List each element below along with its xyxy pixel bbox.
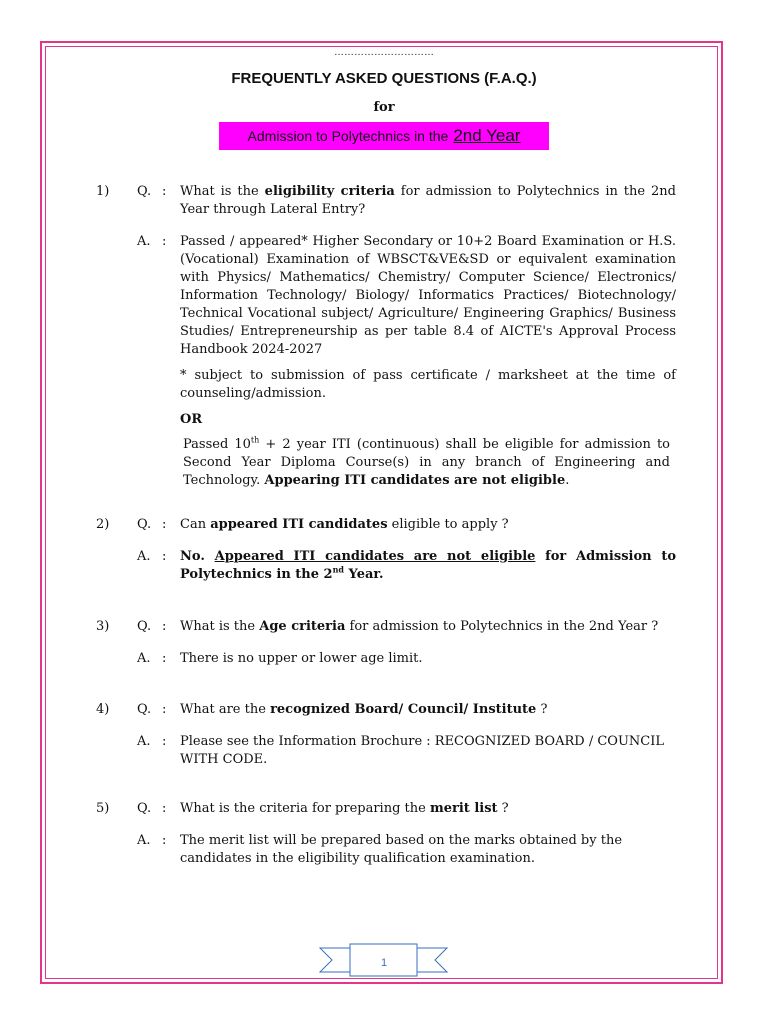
page-number: 1 (380, 957, 388, 969)
question-number: 1) (96, 184, 110, 199)
answer-label: A. (137, 549, 151, 564)
colon: : (162, 702, 167, 717)
answer-text: There is no upper or lower age limit. (180, 651, 423, 666)
colon: : (162, 801, 167, 816)
answer-text: Passed / appeared* Higher Secondary or 10+2 Board Examination or H.S. (Vocational) Examination of WBSCT&VE&SD or equivalent examination with Physics/ Mathematics/ Chemistry/ Computer Science/ Electronics/ Information Technology/ Biology/ Informatics Practices/ Biotechnology/ Technical Vocational subject/ Agriculture/ Engineering Graphics/ Business Studies/ Entrepreneurship as per table 8.4 of AICTE's Approval Process Handbook 2024-2027 (180, 234, 676, 357)
question-number: 4) (96, 702, 110, 717)
colon: : (162, 517, 167, 532)
note-text: * subject to submission of pass certificate / marksheet at the time of counseling/admission. (180, 368, 676, 401)
subtitle-year: 2nd Year (453, 126, 521, 145)
colon: : (162, 234, 167, 249)
colon: : (162, 184, 167, 199)
answer-label: A. (137, 734, 151, 749)
header-dots: ………………………… (334, 47, 434, 58)
colon: : (162, 619, 167, 634)
colon: : (162, 734, 167, 749)
or-text: OR (180, 412, 203, 427)
answer-label: A. (137, 833, 151, 848)
question-label: Q. (137, 517, 152, 532)
question-text: What are the recognized Board/ Council/ Institute ? (180, 702, 548, 717)
question-text: What is the eligibility criteria for admission to Polytechnics in the 2nd Year through Lateral Entry? (180, 184, 676, 217)
question-text: What is the Age criteria for admission to Polytechnics in the 2nd Year ? (180, 619, 659, 634)
answer-text: Please see the Information Brochure : RECOGNIZED BOARD / COUNCIL WITH CODE. (180, 734, 664, 767)
colon: : (162, 651, 167, 666)
question-label: Q. (137, 619, 152, 634)
colon: : (162, 549, 167, 564)
subtitle-text: Admission to Polytechnics in the (247, 128, 449, 144)
answer-label: A. (137, 234, 151, 249)
title-for: for (373, 100, 395, 115)
answer-text: No. Appeared ITI candidates are not eligible for Admission to Polytechnics in the 2nd Year. (180, 549, 676, 582)
answer-label: A. (137, 651, 151, 666)
answer-text: The merit list will be prepared based on the marks obtained by the candidates in the eligibility qualification examination. (180, 833, 623, 866)
question-number: 2) (96, 517, 110, 532)
question-number: 5) (96, 801, 110, 816)
subtitle-highlight (219, 122, 549, 150)
question-label: Q. (137, 801, 152, 816)
question-text: What is the criteria for preparing the merit list ? (180, 801, 509, 816)
question-label: Q. (137, 702, 152, 717)
question-number: 3) (96, 619, 110, 634)
question-text: Can appeared ITI candidates eligible to apply ? (180, 517, 509, 532)
colon: : (162, 833, 167, 848)
iti-text: Passed 10th + 2 year ITI (continuous) shall be eligible for admission to Second Year Diploma Course(s) in any branch of Engineering and Technology. Appearing ITI candidates are not eligible. (183, 435, 670, 488)
page-title: FREQUENTLY ASKED QUESTIONS (F.A.Q.) (231, 70, 537, 87)
question-label: Q. (137, 184, 152, 199)
